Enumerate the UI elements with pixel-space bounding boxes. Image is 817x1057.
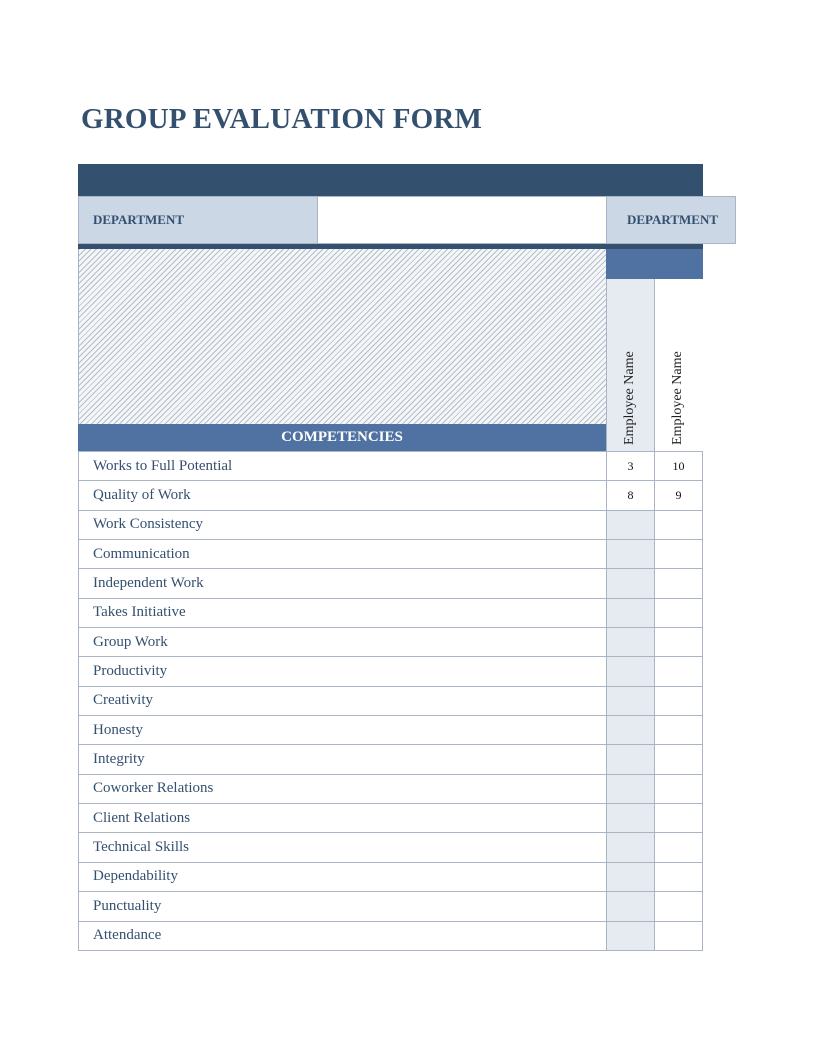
score-cell-employee-2[interactable] (654, 716, 703, 744)
department-label-right: DEPARTMENT (606, 196, 736, 244)
competencies-header: COMPETENCIES (78, 424, 606, 451)
competency-row (78, 775, 703, 804)
competency-row (78, 745, 703, 774)
competency-label: Dependability (78, 863, 606, 891)
employee-column-2[interactable] (654, 279, 703, 451)
competency-row (78, 804, 703, 833)
employee-column-1[interactable] (606, 279, 654, 451)
competency-label: Client Relations (78, 804, 606, 832)
competency-row (78, 687, 703, 716)
competency-label: Punctuality (78, 892, 606, 920)
competency-row (78, 833, 703, 862)
score-cell-employee-1[interactable] (606, 716, 654, 744)
score-cell-employee-1[interactable] (606, 628, 654, 656)
score-cell-employee-1[interactable] (606, 745, 654, 773)
score-cell-employee-1[interactable] (606, 804, 654, 832)
score-cell-employee-1[interactable] (606, 657, 654, 685)
score-cell-employee-2[interactable] (654, 687, 703, 715)
score-cell-employee-1[interactable] (606, 863, 654, 891)
employee-name-2: Employee Name (670, 351, 685, 445)
competency-label: Work Consistency (78, 511, 606, 539)
score-cell-employee-1[interactable] (606, 511, 654, 539)
score-cell-employee-1[interactable] (606, 833, 654, 861)
competency-label: Works to Full Potential (78, 452, 606, 480)
score-cell-employee-1[interactable] (606, 569, 654, 597)
score-cell-employee-1[interactable] (606, 775, 654, 803)
competency-label: Honesty (78, 716, 606, 744)
competency-row (78, 922, 703, 951)
form-title: GROUP EVALUATION FORM (81, 103, 483, 135)
competency-label: Coworker Relations (78, 775, 606, 803)
evaluation-form (78, 164, 719, 952)
competency-row (78, 569, 703, 598)
competency-row (78, 481, 703, 510)
competency-row (78, 863, 703, 892)
score-cell-employee-2[interactable] (654, 628, 703, 656)
department-input[interactable] (318, 196, 607, 244)
employee-name-1: Employee Name (621, 351, 637, 445)
competency-row (78, 657, 703, 686)
score-cell-employee-2[interactable] (654, 511, 703, 539)
score-cell-employee-2[interactable]: 9 (654, 481, 703, 509)
competency-label: Technical Skills (78, 833, 606, 861)
score-cell-employee-1[interactable] (606, 892, 654, 920)
score-cell-employee-1[interactable] (606, 687, 654, 715)
score-cell-employee-2[interactable] (654, 775, 703, 803)
competency-row (78, 892, 703, 921)
competency-row (78, 540, 703, 569)
score-cell-employee-2[interactable] (654, 657, 703, 685)
score-cell-employee-1[interactable]: 3 (606, 452, 654, 480)
competency-label: Group Work (78, 628, 606, 656)
department-label: DEPARTMENT (78, 196, 318, 244)
competency-label: Creativity (78, 687, 606, 715)
employee-header-band (606, 249, 703, 279)
score-cell-employee-2[interactable] (654, 892, 703, 920)
competency-row (78, 716, 703, 745)
competency-row (78, 599, 703, 628)
competency-rows (78, 452, 703, 951)
score-cell-employee-1[interactable]: 8 (606, 481, 654, 509)
competency-label: Productivity (78, 657, 606, 685)
score-cell-employee-2[interactable] (654, 569, 703, 597)
competency-row (78, 452, 703, 481)
score-cell-employee-1[interactable] (606, 922, 654, 950)
score-cell-employee-2[interactable] (654, 599, 703, 627)
hatched-area (78, 249, 606, 424)
score-cell-employee-2[interactable] (654, 922, 703, 950)
competency-row (78, 511, 703, 540)
competency-label: Communication (78, 540, 606, 568)
competency-label: Takes Initiative (78, 599, 606, 627)
score-cell-employee-2[interactable]: 10 (654, 452, 703, 480)
competency-label: Integrity (78, 745, 606, 773)
score-cell-employee-2[interactable] (654, 745, 703, 773)
header-band (78, 164, 703, 196)
score-cell-employee-2[interactable] (654, 833, 703, 861)
score-cell-employee-2[interactable] (654, 804, 703, 832)
competency-label: Attendance (78, 922, 606, 950)
score-cell-employee-1[interactable] (606, 599, 654, 627)
score-cell-employee-2[interactable] (654, 863, 703, 891)
score-cell-employee-2[interactable] (654, 540, 703, 568)
score-cell-employee-1[interactable] (606, 540, 654, 568)
competency-label: Quality of Work (78, 481, 606, 509)
competency-label: Independent Work (78, 569, 606, 597)
competency-row (78, 628, 703, 657)
